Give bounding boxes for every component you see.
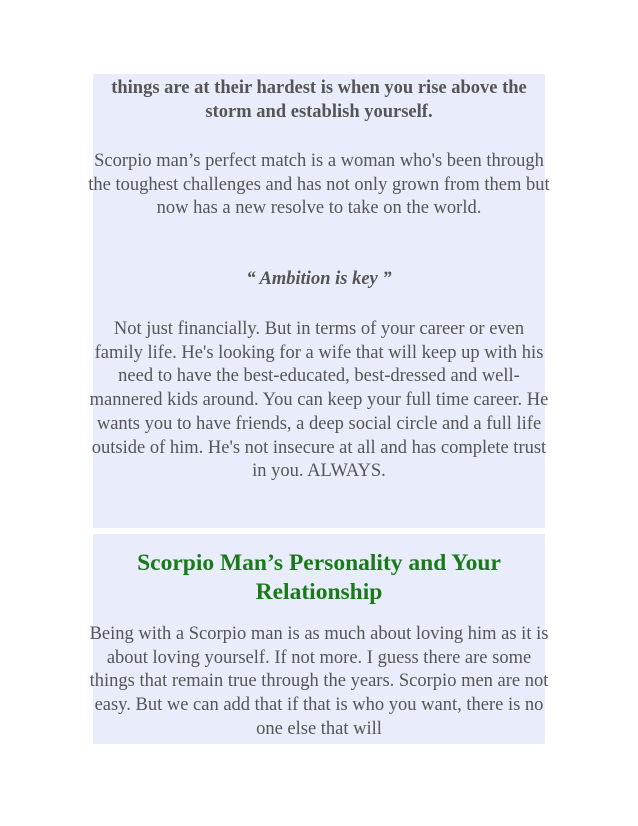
section-heading: Scorpio Man’s Personality and Your Relationship [137,550,501,605]
personality-paragraph: Being with a Scorpio man is as much about loving him as it is about loving yourself. If not more. I guess there are some things that remain true through the years. Scorpio men are not easy. But we can add that if that is who you want, there is no one else that will [89,624,549,739]
ambition-paragraph: Not just financially. But in terms of your career or even family life. He's looking for a wife that will keep up with his need to have the best-educated, best-dressed and well-mannered kids around. You can keep your full time career. He wants you to have friends, a deep social circle and a full life outside of him. He's not insecure at all and has complete trust in you. ALWAYS. [89,319,549,482]
intro-bold-text: things are at their hardest is when you rise above the storm and establish yourself. [111,78,527,122]
ambition-quote: “ Ambition is key ” [246,269,392,289]
perfect-match-paragraph: Scorpio man’s perfect match is a woman who's been through the toughest challenges and has not only grown from them but now has a new resolve to take on the world. [88,151,550,219]
